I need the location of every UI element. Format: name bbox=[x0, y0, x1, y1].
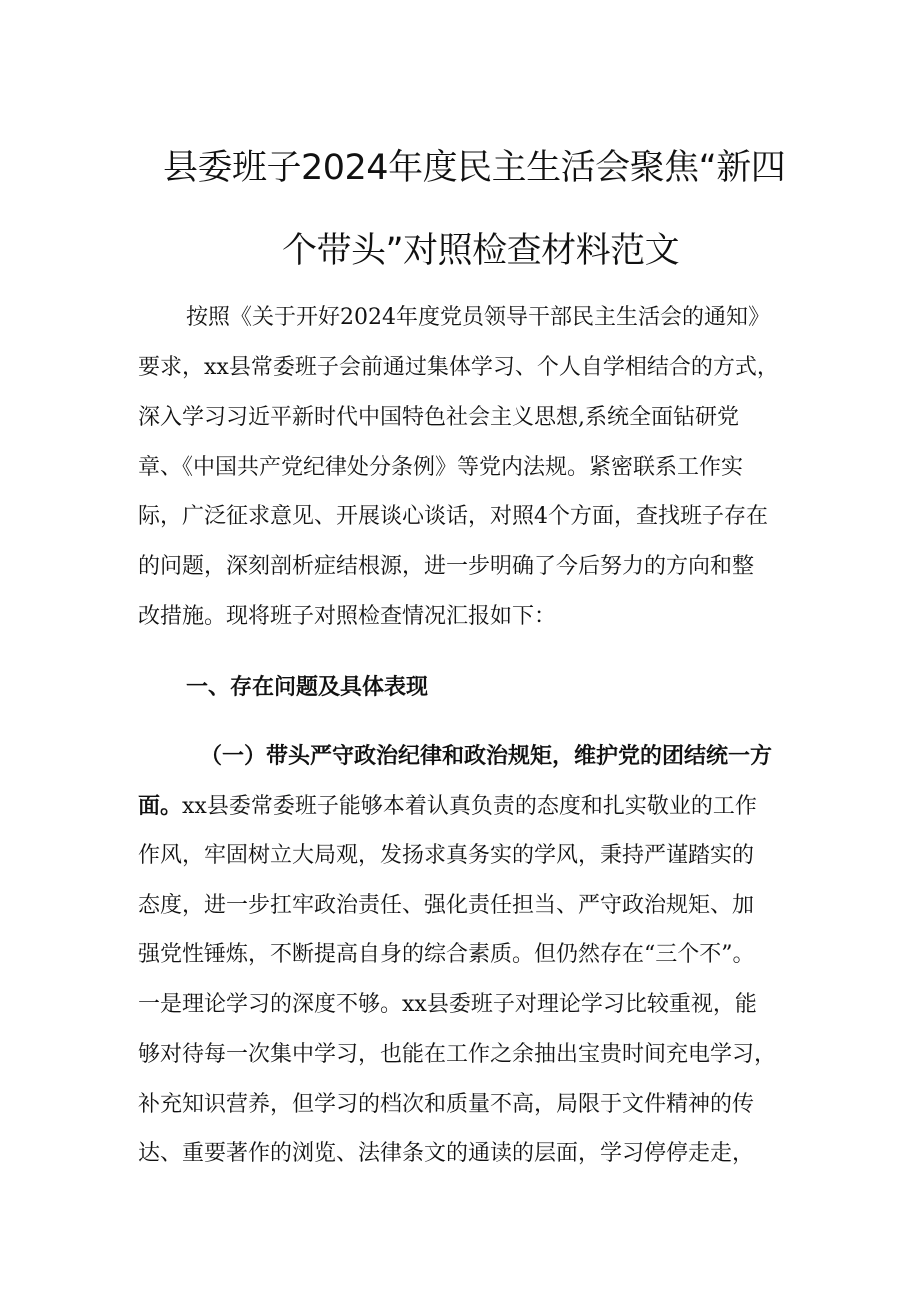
intro-line: 的问题，深刻剖析症结根源，进一步明确了今后努力的方向和整 bbox=[138, 554, 755, 579]
subsection-heading-end: 面。 bbox=[138, 793, 183, 819]
body-line: 一是理论学习的深度不够。xx县委班子对理论学习比较重视，能 bbox=[138, 992, 757, 1017]
intro-line: 深入学习习近平新时代中国特色社会主义思想,系统全面钻研党 bbox=[138, 405, 739, 430]
intro-line: 际，广泛征求意见、开展谈心谈话，对照4个方面，查找班子存在 bbox=[138, 504, 768, 529]
body-line: 强党性锤炼，不断提高自身的综合素质。但仍然存在“三个不”。 bbox=[138, 942, 755, 967]
document-title-line-2: 个带头”对照检查材料范文 bbox=[282, 231, 680, 271]
intro-line: 改措施。现将班子对照检查情况汇报如下： bbox=[138, 604, 557, 629]
document-title-line-1: 县委班子2024年度民主生活会聚焦“新四 bbox=[163, 148, 786, 188]
intro-line: 章、《中国共产党纪律处分条例》等党内法规。紧密联系工作实 bbox=[138, 455, 744, 480]
body-line: 态度，进一步扛牢政治责任、强化责任担当、严守政治规矩、加 bbox=[138, 893, 755, 918]
body-line: 达、重要著作的浏览、法律条文的通读的层面，学习停停走走， bbox=[138, 1141, 755, 1166]
subsection-heading: （一）带头严守政治纪律和政治规矩，维护党的团结统一方 bbox=[200, 743, 773, 769]
intro-line: 要求，xx县常委班子会前通过集体学习、个人自学相结合的方式， bbox=[138, 355, 779, 380]
intro-line: 按照《关于开好2024年度党员领导干部民主生活会的通知》 bbox=[186, 305, 770, 330]
subsection-first-line-text: xx县委常委班子能够本着认真负责的态度和扎实敬业的工作 bbox=[182, 794, 757, 819]
body-line: 作风，牢固树立大局观，发扬求真务实的学风，秉持严谨踏实的 bbox=[138, 843, 755, 868]
body-line: 够对待每一次集中学习，也能在工作之余抽出宝贵时间充电学习， bbox=[138, 1042, 777, 1067]
section-heading: 一、存在问题及具体表现 bbox=[186, 674, 429, 700]
body-line: 补充知识营养，但学习的档次和质量不高，局限于文件精神的传 bbox=[138, 1092, 755, 1117]
subsection-first-line bbox=[138, 795, 757, 818]
